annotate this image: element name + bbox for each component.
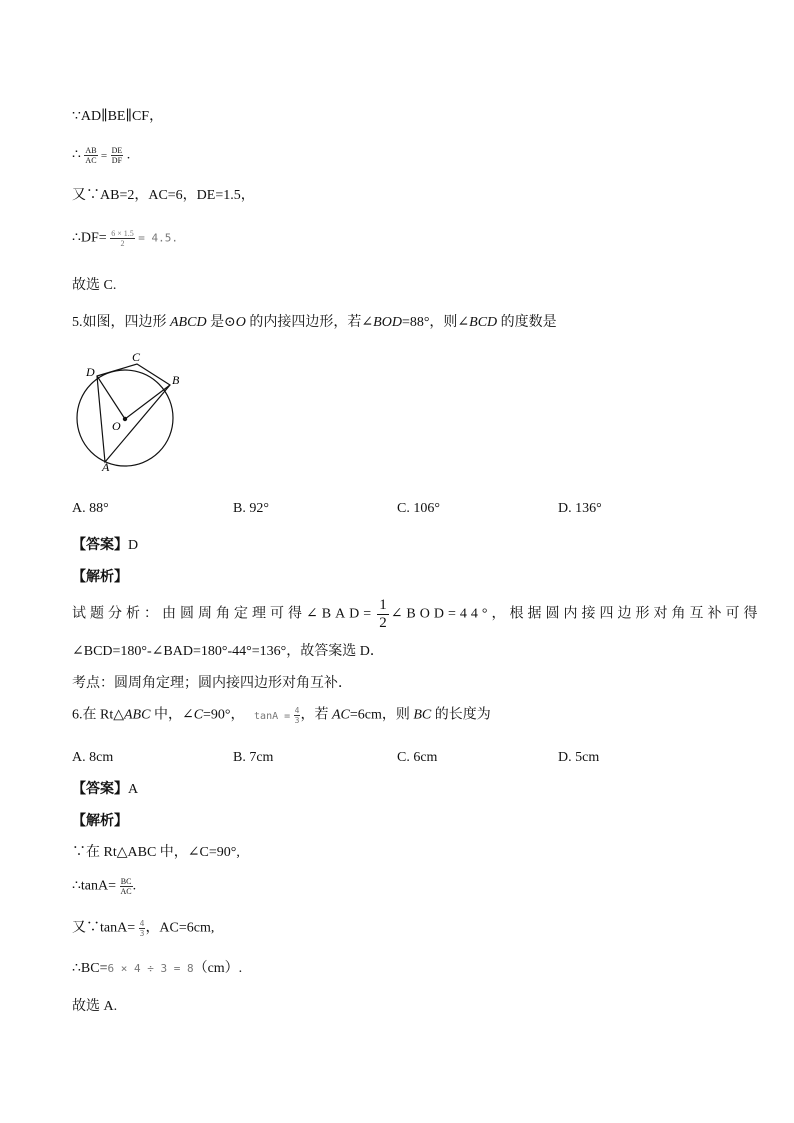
bc-unit: （cm）.: [193, 961, 243, 976]
analysis-text: 试题分析：由圆周角定理可得∠BAD=: [72, 606, 376, 622]
q6-stem-part: =6cm，则: [349, 707, 414, 723]
question-6-stem: [72, 706, 491, 726]
fraction-numerator: AB: [85, 146, 97, 155]
question-5-stem: [72, 314, 557, 332]
analysis-text: ∠BOD=44°，根据圆内接四边形对角互补可得: [390, 606, 762, 622]
solution-line-parallel: ∵AD∥BE∥CF，: [72, 109, 164, 124]
label-c: C: [132, 350, 141, 364]
answer-value: D: [128, 538, 139, 553]
q5-o: O: [235, 315, 246, 330]
df-result: = 4.5.: [138, 231, 178, 245]
q5-bod: BOD: [373, 315, 402, 330]
fraction-numerator: BC: [120, 877, 132, 886]
q5-analysis-line-2: ∠BCD=180°-∠BAD=180°-44°=136°，故答案选 D．: [72, 644, 384, 659]
solution-line-choose-c: 故选 C.: [72, 278, 117, 293]
fraction-numerator: 4: [139, 919, 145, 928]
segment-ob: [125, 385, 170, 419]
q5-bcd: BCD: [469, 315, 498, 330]
q5-stem-part: 5.如图，四边形: [72, 315, 170, 330]
q5-abcd: ABCD: [170, 315, 207, 330]
fraction-ab-ac: [84, 146, 97, 165]
fraction-numerator: 6 × 1.5: [111, 229, 134, 238]
df-prefix: ∴DF=: [72, 230, 107, 246]
period: .: [126, 147, 131, 163]
fraction-numerator: 1: [379, 597, 387, 613]
q5-answer: [72, 537, 138, 555]
q6-bc: BC: [413, 707, 432, 723]
fraction-denominator: 2: [379, 615, 387, 631]
fraction-denominator: 2: [120, 239, 125, 248]
fraction-denominator: AC: [85, 156, 97, 165]
q6-analysis-line-3: [72, 919, 214, 938]
q6-stem-part: 中，∠: [150, 707, 194, 723]
q6-option-d[interactable]: D. 5cm: [558, 750, 600, 765]
center-point-o: [123, 417, 127, 421]
label-a: A: [102, 460, 110, 472]
bc-expression: 6 × 4 ÷ 3 = 8: [107, 962, 194, 975]
solution-line-ratio: [72, 146, 130, 166]
given-prefix: 又∵tanA=: [72, 920, 136, 936]
fraction-denominator: AC: [120, 887, 132, 896]
q5-option-b[interactable]: B. 92°: [233, 501, 269, 516]
segment-od: [97, 376, 125, 419]
fraction-denominator: 3: [139, 929, 145, 938]
circle-quadrilateral-figure: [72, 348, 184, 472]
label-d: D: [86, 365, 95, 379]
q5-option-d[interactable]: D. 136°: [558, 501, 602, 516]
q6-stem-part: =90°，: [203, 707, 245, 723]
q6-analysis-line-4: [72, 960, 242, 978]
solution-line-df: [72, 229, 178, 248]
q6-stem-part: 的长度为: [431, 707, 491, 723]
q6-option-c[interactable]: C. 6cm: [397, 750, 438, 765]
q6-analysis-label: 【解析】: [72, 814, 128, 829]
q6-ac: AC: [331, 707, 350, 723]
q5-analysis-label: 【解析】: [72, 570, 128, 585]
answer-label: 【答案】: [72, 538, 128, 553]
q6-analysis-line-2: [72, 877, 136, 896]
solution-line-given: 又∵AB=2，AC=6，DE=1.5，: [72, 188, 255, 203]
fraction-one-half: [377, 597, 389, 632]
q6-abc: ABC: [124, 707, 151, 723]
fraction-denominator: DF: [111, 156, 123, 165]
label-o: O: [112, 419, 121, 433]
q5-option-c[interactable]: C. 106°: [397, 501, 440, 516]
fraction-de-df: [111, 146, 124, 165]
q6-answer: [72, 781, 138, 799]
q6-stem-part: ，若: [300, 707, 332, 723]
label-b: B: [172, 373, 180, 387]
tan-prefix: ∴tanA=: [72, 878, 117, 894]
period: .: [132, 878, 137, 894]
fraction-numerator: DE: [111, 146, 123, 155]
q5-option-a[interactable]: A. 88°: [72, 501, 109, 516]
therefore-symbol: ∴: [72, 147, 81, 163]
answer-value: A: [128, 782, 139, 797]
q5-stem-part: =88°，则∠: [401, 315, 470, 330]
answer-label: 【答案】: [72, 782, 128, 797]
q5-analysis-line-1: [72, 597, 762, 632]
q6-c: C: [193, 707, 204, 723]
q5-stem-part: 是⊙: [206, 315, 236, 330]
bc-prefix: ∴BC=: [72, 961, 108, 976]
tan-a-label: tanA =: [254, 710, 291, 722]
q6-analysis-line-1: ∵在 Rt△ABC 中，∠C=90°,: [72, 845, 240, 860]
fraction-df-calc: [110, 229, 135, 248]
equals-sign: =: [101, 150, 108, 162]
q6-stem-part: 6.在 Rt△: [72, 707, 124, 723]
q6-option-b[interactable]: B. 7cm: [233, 750, 274, 765]
q6-option-a[interactable]: A. 8cm: [72, 750, 114, 765]
q6-choose-a: 故选 A.: [72, 999, 118, 1014]
q5-stem-part: 的度数是: [497, 315, 557, 330]
q5-analysis-topic: 考点：圆周角定理；圆内接四边形对角互补．: [72, 676, 352, 691]
q5-stem-part: 的内接四边形，若∠: [245, 315, 374, 330]
fraction-bc-ac: [120, 877, 133, 896]
fraction-denominator: 3: [294, 716, 300, 725]
given-suffix: ，AC=6cm,: [145, 920, 215, 936]
fraction-numerator: 4: [294, 706, 300, 715]
